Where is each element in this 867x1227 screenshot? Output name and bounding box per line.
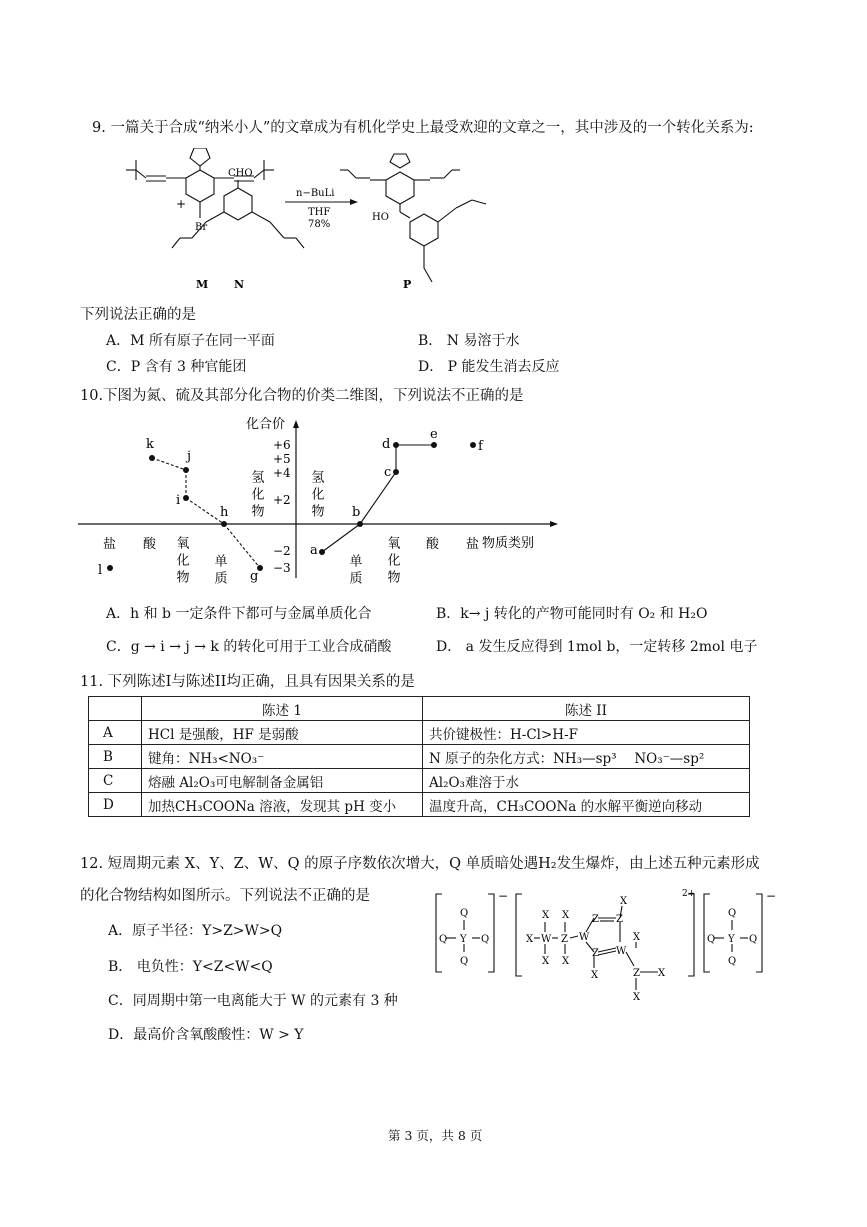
y-tick: −3 xyxy=(273,561,291,575)
reagent-top: n−BuLi xyxy=(296,188,335,199)
m-br-label: Br xyxy=(195,222,208,233)
right-bracket-close xyxy=(756,894,762,972)
table-cell: A xyxy=(89,721,142,745)
x-cat-left-element: 单质 xyxy=(211,554,227,588)
q12-option-c: C．同周期中第一电离能大于 W 的元素有 3 种 xyxy=(108,993,398,1009)
atom-z: Z xyxy=(592,948,599,959)
point-c xyxy=(393,469,399,475)
charge-2plus: 2+ xyxy=(682,889,696,899)
table-cell: 共价键极性：H-Cl>H-F xyxy=(423,721,750,745)
label-g: g xyxy=(250,569,259,584)
atom-x: X xyxy=(658,968,666,979)
table-header-cell xyxy=(89,697,142,721)
x-axis-label: 物质类别 xyxy=(482,536,535,551)
q12-stem-line2: 的化合物结构如图所示。下列说法不正确的是 xyxy=(80,888,370,904)
x-cat-right-acid: 酸 xyxy=(426,537,440,552)
q10-option-d: D． a 发生反应得到 1mol b，一定转移 2mol 电子 xyxy=(436,639,758,655)
q10-option-b: B．k→ j 转化的产物可能同时有 O₂ 和 H₂O xyxy=(436,606,708,622)
point-k xyxy=(149,455,155,461)
atom-x: X xyxy=(562,910,570,921)
atom-w: W xyxy=(579,932,590,943)
atom-x: X xyxy=(633,932,641,943)
label-j: j xyxy=(187,449,192,464)
charge-left-minus: − xyxy=(498,889,509,903)
table-cell: C xyxy=(89,769,142,793)
i-h-line xyxy=(186,498,224,524)
label-i: i xyxy=(176,493,181,508)
q9-option-c: C．P 含有 3 种官能团 xyxy=(106,359,247,375)
label-k: k xyxy=(146,437,154,452)
label-a: a xyxy=(310,543,318,558)
y-tick: +6 xyxy=(273,438,291,452)
q9-stem: 9. 一篇关于合成“纳米小人”的文章成为有机化学史上最受欢迎的文章之一，其中涉及的一个转化关系为: xyxy=(92,120,754,136)
h-g-line xyxy=(224,524,260,568)
atom-y: Y xyxy=(728,934,735,945)
left-hydride-label: 氢化物 xyxy=(248,470,264,521)
a-b-line xyxy=(322,524,360,552)
n-label: N xyxy=(234,278,245,291)
table-row xyxy=(89,721,750,745)
y-axis-label: 化合价 xyxy=(246,417,286,432)
q9-option-b: B． N 易溶于水 xyxy=(418,333,520,349)
q10-stem: 10.下图为氮、硫及其部分化合物的价类二维图，下列说法不正确的是 xyxy=(80,388,524,404)
q12-stem-line1: 12. 短周期元素 X、Y、Z、W、Q 的原子序数依次增大，Q 单质暗处遇H₂发生爆炸，由上述五种元素形成 xyxy=(80,856,760,872)
atom-q: Q xyxy=(728,908,737,919)
right-hydride-label: 氢化物 xyxy=(308,470,324,521)
q12-option-a: A．原子半径：Y>Z>W>Q xyxy=(108,923,283,939)
x-cat-right-element: 单质 xyxy=(346,554,362,588)
atom-x: X xyxy=(633,992,641,1003)
label-e: e xyxy=(430,427,438,442)
q9-option-d: D． P 能发生消去反应 xyxy=(418,359,560,375)
q10-option-c: C．g → i → j → k 的转化可用于工业合成硝酸 xyxy=(106,639,392,655)
table-cell: Al₂O₃难溶于水 xyxy=(423,769,750,793)
atom-x: X xyxy=(542,956,550,967)
table-cell: 加热CH₃COONa 溶液，发现其 pH 变小 xyxy=(142,793,423,817)
p-label: P xyxy=(403,278,412,291)
table-cell: N 原子的杂化方式：NH₃—sp³ NO₃⁻—sp² xyxy=(423,745,750,769)
q11-table xyxy=(88,696,750,817)
middle-bracket-open xyxy=(516,894,522,976)
point-f xyxy=(470,442,476,448)
label-d: d xyxy=(382,437,391,452)
label-b: b xyxy=(352,505,361,520)
label-l: l xyxy=(98,563,103,578)
table-cell: 熔融 Al₂O₃可电解制备金属铝 xyxy=(142,769,423,793)
atom-x: X xyxy=(526,934,534,945)
q9-reaction-scheme xyxy=(70,148,500,298)
table-row xyxy=(89,745,750,769)
atom-z: Z xyxy=(561,934,568,945)
table-cell: 键角：NH₃<NO₃⁻ xyxy=(142,745,423,769)
point-h xyxy=(221,521,227,527)
q11-stem: 11. 下列陈述I与陈述II均正确，且具有因果关系的是 xyxy=(80,674,415,690)
atom-x: X xyxy=(542,910,550,921)
y-tick: +2 xyxy=(273,493,291,507)
atom-z: Z xyxy=(592,914,599,925)
x-cat-right-oxide: 氧化物 xyxy=(384,536,400,587)
reagent-mid: THF xyxy=(308,207,331,218)
x-cat-left-acid: 酸 xyxy=(143,537,157,552)
atom-q: Q xyxy=(707,934,716,945)
y-tick: −2 xyxy=(273,544,291,558)
table-header-cell: 陈述 II xyxy=(423,697,750,721)
molecule-n xyxy=(172,180,304,248)
left-bracket-open xyxy=(436,894,442,972)
atom-q: Q xyxy=(460,908,469,919)
atom-w: W xyxy=(616,946,627,957)
atom-x: X xyxy=(620,896,628,907)
x-cat-right-salt: 盐 xyxy=(466,537,480,552)
atom-z: Z xyxy=(616,914,623,925)
point-e xyxy=(431,442,437,448)
table-cell: B xyxy=(89,745,142,769)
atom-z: Z xyxy=(633,968,640,979)
k-j-line xyxy=(152,458,186,470)
point-l xyxy=(107,565,113,571)
x-cat-left-salt: 盐 xyxy=(103,537,117,552)
label-c: c xyxy=(384,465,392,480)
y-tick: +4 xyxy=(273,466,291,480)
table-row xyxy=(89,793,750,817)
atom-q: Q xyxy=(460,956,469,967)
point-a xyxy=(319,549,325,555)
y-tick: +5 xyxy=(273,452,291,466)
table-cell: HCl 是强酸，HF 是弱酸 xyxy=(142,721,423,745)
atom-q: Q xyxy=(481,934,490,945)
right-bracket-open xyxy=(704,894,710,972)
point-b xyxy=(357,521,363,527)
atom-w: W xyxy=(541,934,552,945)
page-footer: 第 3 页，共 8 页 xyxy=(388,1128,483,1143)
label-f: f xyxy=(478,439,483,454)
atom-q: Q xyxy=(439,934,448,945)
table-header-row xyxy=(89,697,750,721)
atom-q: Q xyxy=(749,934,758,945)
atom-x: X xyxy=(562,956,570,967)
table-cell: D xyxy=(89,793,142,817)
p-ho-label: HO xyxy=(372,212,389,223)
middle-bracket-close xyxy=(688,894,694,976)
charge-right-minus: − xyxy=(766,889,777,903)
atom-x: X xyxy=(591,970,599,981)
q12-structure xyxy=(430,886,790,1006)
point-d xyxy=(393,442,399,448)
molecule-p xyxy=(340,154,486,282)
q10-valence-chart xyxy=(70,408,570,593)
table-cell: 温度升高，CH₃COONa 的水解平衡逆向移动 xyxy=(423,793,750,817)
m-label: M xyxy=(196,278,209,291)
plus-sign: + xyxy=(176,197,187,211)
reagent-yield: 78% xyxy=(308,219,331,230)
table-header-cell: 陈述 1 xyxy=(142,697,423,721)
q9-prompt: 下列说法正确的是 xyxy=(80,307,196,323)
q12-option-b: B． 电负性：Y<Z<W<Q xyxy=(108,959,273,975)
q12-option-d: D．最高价含氧酸酸性：W > Y xyxy=(108,1027,304,1043)
table-row xyxy=(89,769,750,793)
left-bracket-close xyxy=(488,894,494,972)
q10-option-a: A．h 和 b 一定条件下都可与金属单质化合 xyxy=(106,606,372,622)
n-cho-label: CHO xyxy=(228,168,253,179)
q9-option-a: A．M 所有原子在同一平面 xyxy=(106,333,275,349)
point-j xyxy=(183,467,189,473)
atom-q: Q xyxy=(728,956,737,967)
atom-y: Y xyxy=(460,934,467,945)
point-i xyxy=(183,495,189,501)
label-h: h xyxy=(220,505,229,520)
x-cat-left-oxide: 氧化物 xyxy=(173,536,189,587)
